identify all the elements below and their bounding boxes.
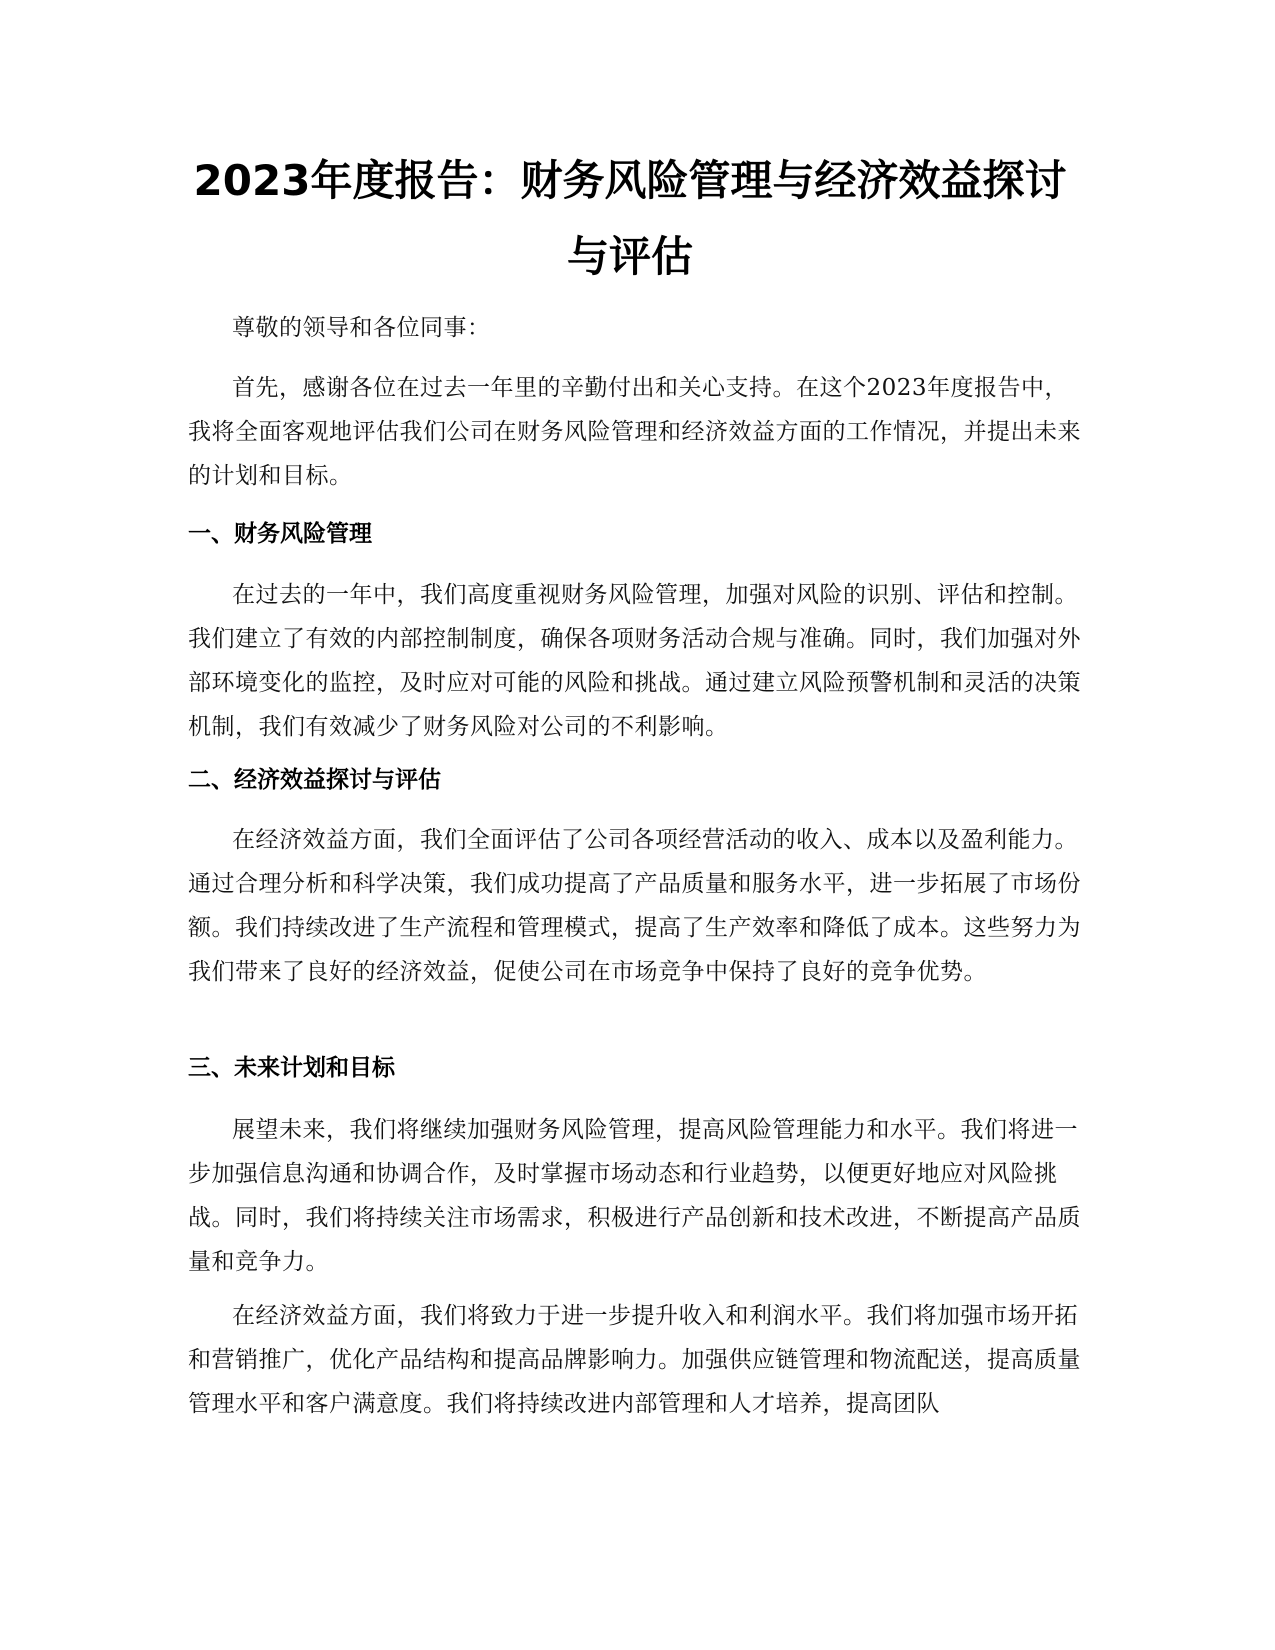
section-heading: 三、未来计划和目标 [188, 1055, 395, 1081]
section-paragraph: 在经济效益方面，我们将致力于进一步提升收入和利润水平。我们将加强市场开拓和营销推广，优化产品结构和提高品牌影响力。加强供应链管理和物流配送，提高质量管理水平和客户满意度。我们将持续改进内部管理和人才培养，提高团队 [188, 1303, 1081, 1417]
section-paragraph: 在经济效益方面，我们全面评估了公司各项经营活动的收入、成本以及盈利能力。通过合理分析和科学决策，我们成功提高了产品质量和服务水平，进一步拓展了市场份额。我们持续改进了生产流程和管理模式，提高了生产效率和降低了成本。这些努力为我们带来了良好的经济效益，促使公司在市场竞争中保持了良好的竞争优势。 [188, 827, 1081, 985]
intro-paragraph: 首先，感谢各位在过去一年里的辛勤付出和关心支持。在这个2023年度报告中，我将全面客观地评估我们公司在财务风险管理和经济效益方面的工作情况，并提出未来的计划和目标。 [188, 375, 1081, 489]
greeting: 尊敬的领导和各位同事： [232, 315, 491, 341]
document-title: 2023年度报告：财务风险管理与经济效益探讨与评估 [193, 156, 1067, 281]
section-heading: 二、经济效益探讨与评估 [188, 767, 441, 793]
section-paragraph: 在过去的一年中，我们高度重视财务风险管理，加强对风险的识别、评估和控制。我们建立了有效的内部控制制度，确保各项财务活动合规与准确。同时，我们加强对外部环境变化的监控，及时应对可能的风险和挑战。通过建立风险预警机制和灵活的决策机制，我们有效减少了财务风险对公司的不利影响。 [188, 582, 1081, 740]
section-heading: 一、财务风险管理 [188, 521, 372, 547]
section-paragraph: 展望未来，我们将继续加强财务风险管理，提高风险管理能力和水平。我们将进一步加强信息沟通和协调合作，及时掌握市场动态和行业趋势，以便更好地应对风险挑战。同时，我们将持续关注市场需求，积极进行产品创新和技术改进，不断提高产品质量和竞争力。 [188, 1117, 1081, 1275]
